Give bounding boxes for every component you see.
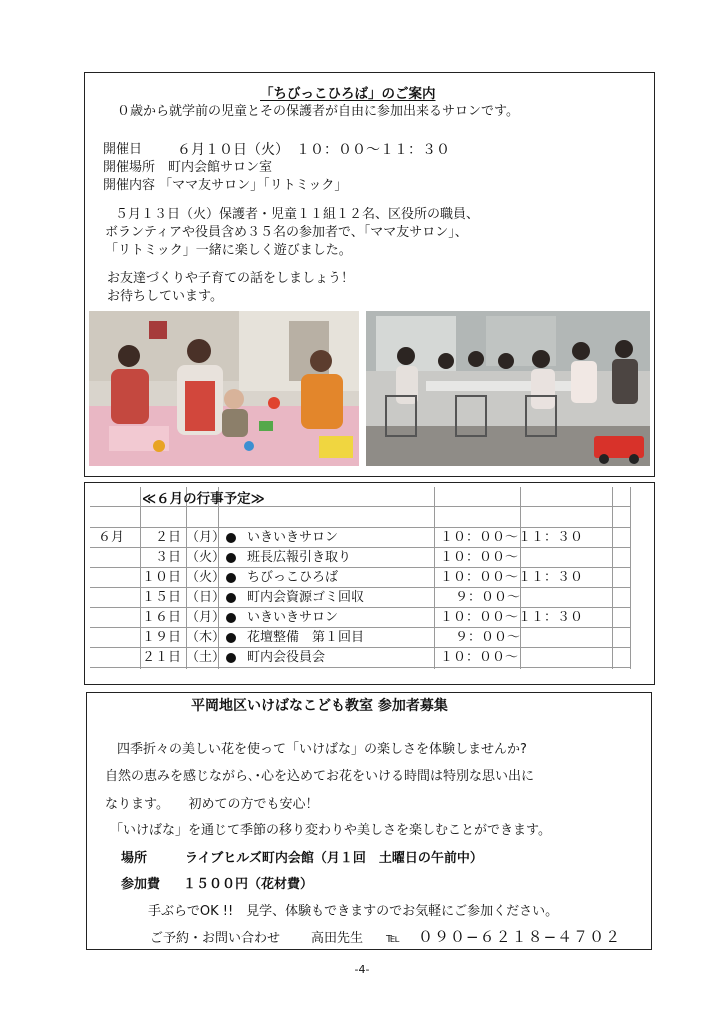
phone-number: ０９０−６２１８−４７０２	[418, 928, 622, 946]
grid-line	[90, 627, 630, 628]
event-weekday: （日）	[186, 590, 226, 605]
fee-label: 参加費	[121, 877, 161, 892]
bullet-icon	[226, 613, 236, 623]
schedule-title: ≪６月の行事予定≫	[142, 491, 265, 507]
closing-line: お友達づくりや子育ての話をしましょう！	[107, 271, 355, 286]
contact-label: ご予約・お問い合わせ	[150, 931, 281, 946]
fee-value: １５００円（花材費）	[183, 877, 314, 892]
event-time: １０：００～１１：３０	[440, 530, 584, 545]
date-label: 開催日	[103, 142, 143, 157]
event-time: １０：００～	[440, 550, 519, 565]
event-time: ９：００～	[455, 590, 521, 605]
report-line: ５月１３日（火）保護者・児童１１組１２名、区役所の職員、	[115, 207, 480, 222]
event-time: １０：００～	[440, 650, 519, 665]
grid-line	[630, 487, 631, 669]
content-text: 開催内容 「ママ友サロン」「リトミック」	[103, 178, 348, 193]
grid-line	[434, 487, 435, 669]
photo-mama-salon	[366, 311, 650, 466]
chibikko-hiroba-section	[84, 72, 655, 477]
bullet-icon	[226, 653, 236, 663]
bullet-icon	[226, 573, 236, 583]
grid-line	[90, 647, 630, 648]
venue-text: 開催場所 町内会館サロン室	[103, 160, 273, 175]
event-time: １０：００～１１：３０	[440, 610, 584, 625]
bullet-icon	[226, 593, 236, 603]
grid-line	[90, 587, 630, 588]
event-weekday: （月）	[186, 610, 226, 625]
event-name: 班長広報引き取り	[247, 550, 352, 565]
ikebana-line: なります。 初めての方でも安心！	[105, 797, 319, 812]
grid-line	[140, 487, 141, 669]
grid-line	[90, 607, 630, 608]
page-number: -4-	[354, 963, 370, 976]
bullet-icon	[226, 533, 236, 543]
place-label: 場所	[121, 851, 148, 866]
tel-label: ℡	[386, 931, 400, 946]
place-value: ライブヒルズ町内会館（月１回 土曜日の午前中）	[185, 851, 483, 866]
event-name: 町内会資源ゴミ回収	[247, 590, 365, 605]
event-name: 町内会役員会	[247, 650, 326, 665]
grid-line	[90, 567, 630, 568]
report-line: ボランティアや役員含め３５名の参加者で、「ママ友サロン」、	[105, 225, 468, 240]
grid-line	[90, 547, 630, 548]
grid-line	[90, 527, 630, 528]
date-value: ６月１０日（火） １０：００～１１：３０	[177, 142, 450, 158]
ikebana-line: 四季折々の美しい花を使って「いけばな」の楽しさを体験しませんか?	[117, 742, 527, 757]
grid-line	[90, 667, 630, 668]
event-day: １５日	[141, 590, 181, 605]
event-time: １０：００～１１：３０	[440, 570, 584, 585]
event-weekday: （月）	[186, 530, 226, 545]
event-name: 花壇整備 第１回目	[247, 630, 365, 645]
event-day: １９日	[141, 630, 181, 645]
ikebana-line: 「いけばな」を通じて季節の移り変わりや美しさを楽しむことができます。	[110, 823, 551, 838]
note-text: 手ぶらでOK !! 見学、体験もできますのでお気軽にご参加ください。	[148, 904, 559, 919]
photo-children-playing	[89, 311, 359, 466]
intro-text: ０歳から就学前の児童とその保護者が自由に参加出来るサロンです。	[117, 104, 519, 119]
event-day: ３日	[154, 550, 181, 565]
closing-line: お待ちしています。	[107, 289, 223, 304]
schedule-month: ６月	[98, 530, 125, 545]
ikebana-title: 平岡地区いけばなこども教室 参加者募集	[191, 698, 448, 714]
ikebana-line: 自然の恵みを感じながら､･心を込めてお花をいける時間は特別な思い出に	[105, 769, 535, 784]
event-name: ちびっこひろば	[247, 570, 339, 585]
event-name: いきいきサロン	[247, 530, 339, 545]
event-day: ２日	[154, 530, 181, 545]
event-day: ２１日	[141, 650, 181, 665]
report-line: 「リトミック」一緒に楽しく遊びました。	[105, 243, 352, 258]
bullet-icon	[226, 553, 236, 563]
event-weekday: （火）	[186, 550, 226, 565]
grid-line	[612, 487, 613, 669]
event-name: いきいきサロン	[247, 610, 339, 625]
bullet-icon	[226, 633, 236, 643]
event-weekday: （木）	[186, 630, 226, 645]
contact-name: 高田先生	[311, 931, 364, 946]
event-day: １６日	[141, 610, 181, 625]
section-title: 「ちびっこひろば」のご案内	[260, 86, 436, 102]
event-weekday: （火）	[186, 570, 226, 585]
event-weekday: （土）	[186, 650, 226, 665]
event-day: １０日	[141, 570, 181, 585]
event-time: ９：００～	[455, 630, 521, 645]
